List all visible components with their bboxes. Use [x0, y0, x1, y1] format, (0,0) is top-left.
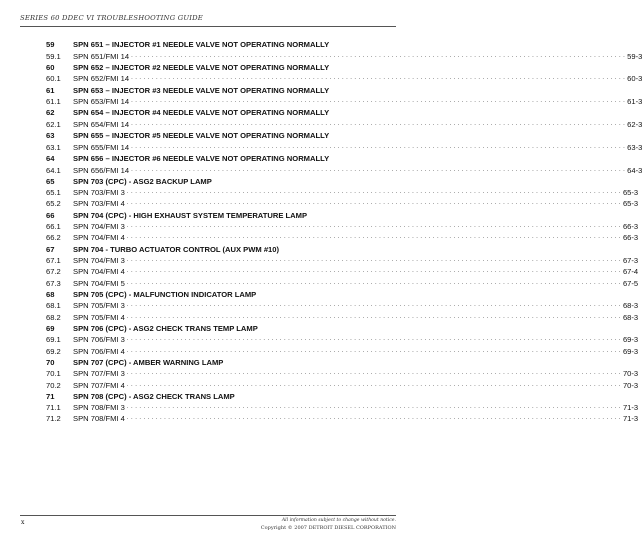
toc-section-heading	[46, 289, 359, 301]
entry-label: SPN 652/FMI 14	[73, 74, 130, 84]
entry-number: 71.2	[46, 414, 61, 424]
dot-leader: . . . . . . . . . . . . . . . . . . . . . . . . . . . . . . . . . . . . . . . . . . . . . . . . . . . . . . . . . . . . . . . . . . . . . . . . . . . . . . . . . . . . . . . . . . . . . . . . . . . . . . . . . . . . . . . . . . . . . . . .	[131, 120, 626, 127]
entry-label: SPN 706/FMI 4	[73, 346, 125, 356]
entry-label: SPN 703/FMI 4	[73, 199, 125, 209]
section-title: SPN 705 (CPC) - MALFUNCTION INDICATOR LAMP	[73, 289, 257, 299]
entry-page: 68-3	[622, 301, 639, 311]
toc-section-heading	[46, 210, 359, 222]
entry-label: SPN 708/FMI 3	[73, 403, 125, 413]
dot-leader: . . . . . . . . . . . . . . . . . . . . . . . . . . . . . . . . . . . . . . . . . . . . . . . . . . . . . . . . . . . . . . . . . . . . . . . . . . . . . . . . . . . . . . . . . . . . . . . . . . . . . . . . . . . . . . . . . . . . . . . .	[126, 234, 621, 241]
page-number: x	[21, 519, 25, 526]
dot-leader: . . . . . . . . . . . . . . . . . . . . . . . . . . . . . . . . . . . . . . . . . . . . . . . . . . . . . . . . . . . . . . . . . . . . . . . . . . . . . . . . . . . . . . . . . . . . . . . . . . . . . . . . . . . . . . . . . . . . . . . .	[126, 336, 621, 343]
entry-label: SPN 705/FMI 3	[73, 301, 125, 311]
section-title: SPN 704 - TURBO ACTUATOR CONTROL (AUX PWM #10)	[73, 244, 280, 254]
entry-label: SPN 708/FMI 4	[73, 414, 125, 424]
entry-number: 66.2	[46, 233, 61, 243]
entry-page: 69-3	[622, 335, 639, 345]
toc-section-heading	[46, 244, 359, 256]
section-number: 60	[46, 62, 55, 72]
toc-entry[interactable]	[46, 380, 639, 391]
section-number: 61	[46, 85, 55, 95]
entry-page: 66-3	[622, 233, 639, 243]
toc-entry[interactable]	[46, 312, 639, 323]
dot-leader: . . . . . . . . . . . . . . . . . . . . . . . . . . . . . . . . . . . . . . . . . . . . . . . . . . . . . . . . . . . . . . . . . . . . . . . . . . . . . . . . . . . . . . . . . . . . . . . . . . . . . . . . . . . . . . . . . . . . . . . .	[126, 200, 621, 207]
entry-page: 61-3	[627, 97, 642, 107]
entry-label: SPN 704/FMI 3	[73, 222, 125, 232]
entry-number: 71.1	[46, 403, 61, 413]
entry-label: SPN 704/FMI 4	[73, 267, 125, 277]
entry-page: 68-3	[622, 312, 639, 322]
copyright-line: Copyright © 2007 DETROIT DIESEL CORPORATION	[260, 524, 396, 531]
toc-entry[interactable]	[46, 142, 642, 153]
section-title: SPN 704 (CPC) - HIGH EXHAUST SYSTEM TEMPERATURE LAMP	[73, 210, 308, 220]
entry-number: 68.1	[46, 301, 61, 311]
table-of-contents	[46, 39, 642, 425]
entry-label: SPN 656/FMI 14	[73, 165, 130, 175]
entry-page: 67-4	[622, 267, 639, 277]
entry-number: 59.1	[46, 51, 61, 61]
section-title: SPN 708 (CPC) - ASG2 CHECK TRANS LAMP	[73, 391, 235, 401]
entry-number: 66.1	[46, 222, 61, 232]
section-number: 66	[46, 210, 55, 220]
entry-page: 65-3	[622, 188, 639, 198]
dot-leader: . . . . . . . . . . . . . . . . . . . . . . . . . . . . . . . . . . . . . . . . . . . . . . . . . . . . . . . . . . . . . . . . . . . . . . . . . . . . . . . . . . . . . . . . . . . . . . . . . . . . . . . . . . . . . . . . . . . . . . . .	[126, 279, 621, 286]
entry-page: 60-3	[627, 74, 642, 84]
toc-entry[interactable]	[46, 232, 639, 243]
entry-page: 71-3	[622, 414, 639, 424]
dot-leader: . . . . . . . . . . . . . . . . . . . . . . . . . . . . . . . . . . . . . . . . . . . . . . . . . . . . . . . . . . . . . . . . . . . . . . . . . . . . . . . . . . . . . . . . . . . . . . . . . . . . . . . . . . . . . . . . . . . . . . . .	[126, 313, 621, 320]
section-title: SPN 654 – INJECTOR #4 NEEDLE VALVE NOT OPERATING NORMALLY	[73, 108, 330, 118]
section-title: SPN 706 (CPC) - ASG2 CHECK TRANS TEMP LAMP	[73, 323, 258, 333]
dot-leader: . . . . . . . . . . . . . . . . . . . . . . . . . . . . . . . . . . . . . . . . . . . . . . . . . . . . . . . . . . . . . . . . . . . . . . . . . . . . . . . . . . . . . . . . . . . . . . . . . . . . . . . . . . . . . . . . . . . . . . . .	[126, 381, 621, 388]
toc-entry[interactable]	[46, 300, 639, 311]
entry-number: 69.1	[46, 335, 61, 345]
section-title: SPN 656 – INJECTOR #6 NEEDLE VALVE NOT OPERATING NORMALLY	[73, 153, 330, 163]
entry-label: SPN 706/FMI 3	[73, 335, 125, 345]
dot-leader: . . . . . . . . . . . . . . . . . . . . . . . . . . . . . . . . . . . . . . . . . . . . . . . . . . . . . . . . . . . . . . . . . . . . . . . . . . . . . . . . . . . . . . . . . . . . . . . . . . . . . . . . . . . . . . . . . . . . . . . .	[126, 268, 621, 275]
entry-page: 70-3	[622, 369, 639, 379]
dot-leader: . . . . . . . . . . . . . . . . . . . . . . . . . . . . . . . . . . . . . . . . . . . . . . . . . . . . . . . . . . . . . . . . . . . . . . . . . . . . . . . . . . . . . . . . . . . . . . . . . . . . . . . . . . . . . . . . . . . . . . . .	[126, 223, 621, 230]
entry-label: SPN 704/FMI 5	[73, 278, 125, 288]
section-title: SPN 707 (CPC) - AMBER WARNING LAMP	[73, 357, 224, 367]
section-number: 63	[46, 131, 55, 141]
toc-entry[interactable]	[46, 368, 639, 379]
header-divider	[20, 26, 396, 27]
toc-section-heading	[46, 85, 359, 97]
change-notice: All information subject to change without notice.	[281, 518, 396, 523]
toc-entry[interactable]	[46, 278, 639, 289]
entry-label: SPN 703/FMI 3	[73, 188, 125, 198]
toc-entry[interactable]	[46, 255, 639, 266]
entry-page: 71-3	[622, 403, 639, 413]
entry-number: 67.2	[46, 267, 61, 277]
dot-leader: . . . . . . . . . . . . . . . . . . . . . . . . . . . . . . . . . . . . . . . . . . . . . . . . . . . . . . . . . . . . . . . . . . . . . . . . . . . . . . . . . . . . . . . . . . . . . . . . . . . . . . . . . . . . . . . . . . . . . . . .	[126, 189, 621, 196]
entry-label: SPN 651/FMI 14	[73, 51, 130, 61]
entry-page: 63-3	[627, 142, 642, 152]
toc-section-heading	[46, 357, 359, 369]
entry-page: 70-3	[622, 380, 639, 390]
toc-section-heading	[46, 323, 359, 335]
entry-number: 61.1	[46, 97, 61, 107]
section-number: 62	[46, 108, 55, 118]
toc-entry[interactable]	[46, 221, 639, 232]
entry-label: SPN 707/FMI 3	[73, 369, 125, 379]
entry-number: 65.1	[46, 188, 61, 198]
dot-leader: . . . . . . . . . . . . . . . . . . . . . . . . . . . . . . . . . . . . . . . . . . . . . . . . . . . . . . . . . . . . . . . . . . . . . . . . . . . . . . . . . . . . . . . . . . . . . . . . . . . . . . . . . . . . . . . . . . . . . . . .	[131, 75, 626, 82]
toc-section-heading	[46, 176, 359, 188]
toc-entry[interactable]	[46, 402, 639, 413]
dot-leader: . . . . . . . . . . . . . . . . . . . . . . . . . . . . . . . . . . . . . . . . . . . . . . . . . . . . . . . . . . . . . . . . . . . . . . . . . . . . . . . . . . . . . . . . . . . . . . . . . . . . . . . . . . . . . . . . . . . . . . . .	[126, 370, 621, 377]
running-header: SERIES 60 DDEC VI TROUBLESHOOTING GUIDE	[20, 14, 203, 22]
toc-entry[interactable]	[46, 198, 639, 209]
entry-number: 63.1	[46, 142, 61, 152]
section-title: SPN 703 (CPC) - ASG2 BACKUP LAMP	[73, 176, 212, 186]
toc-entry[interactable]	[46, 413, 639, 424]
toc-section-heading	[46, 391, 359, 403]
section-number: 65	[46, 176, 55, 186]
entry-label: SPN 707/FMI 4	[73, 380, 125, 390]
footer-divider	[20, 515, 396, 516]
section-number: 71	[46, 391, 55, 401]
section-number: 64	[46, 153, 55, 163]
section-number: 69	[46, 323, 55, 333]
toc-section-heading	[46, 130, 359, 142]
entry-label: SPN 653/FMI 14	[73, 97, 130, 107]
entry-page: 64-3	[627, 165, 642, 175]
entry-page: 69-3	[622, 346, 639, 356]
section-title: SPN 651 – INJECTOR #1 NEEDLE VALVE NOT OPERATING NORMALLY	[73, 40, 330, 49]
entry-number: 64.1	[46, 165, 61, 175]
entry-number: 67.1	[46, 256, 61, 266]
toc-entry[interactable]	[46, 119, 642, 130]
entry-number: 65.2	[46, 199, 61, 209]
entry-page: 67-5	[622, 278, 639, 288]
section-number: 67	[46, 244, 55, 254]
dot-leader: . . . . . . . . . . . . . . . . . . . . . . . . . . . . . . . . . . . . . . . . . . . . . . . . . . . . . . . . . . . . . . . . . . . . . . . . . . . . . . . . . . . . . . . . . . . . . . . . . . . . . . . . . . . . . . . . . . . . . . . .	[131, 143, 626, 150]
toc-entry[interactable]	[46, 96, 642, 107]
entry-number: 69.2	[46, 346, 61, 356]
toc-entry[interactable]	[46, 266, 639, 277]
toc-entry[interactable]	[46, 73, 642, 84]
toc-entry[interactable]	[46, 346, 639, 357]
entry-page: 66-3	[622, 222, 639, 232]
dot-leader: . . . . . . . . . . . . . . . . . . . . . . . . . . . . . . . . . . . . . . . . . . . . . . . . . . . . . . . . . . . . . . . . . . . . . . . . . . . . . . . . . . . . . . . . . . . . . . . . . . . . . . . . . . . . . . . . . . . . . . . .	[131, 52, 626, 59]
entry-label: SPN 655/FMI 14	[73, 142, 130, 152]
dot-leader: . . . . . . . . . . . . . . . . . . . . . . . . . . . . . . . . . . . . . . . . . . . . . . . . . . . . . . . . . . . . . . . . . . . . . . . . . . . . . . . . . . . . . . . . . . . . . . . . . . . . . . . . . . . . . . . . . . . . . . . .	[126, 257, 621, 264]
dot-leader: . . . . . . . . . . . . . . . . . . . . . . . . . . . . . . . . . . . . . . . . . . . . . . . . . . . . . . . . . . . . . . . . . . . . . . . . . . . . . . . . . . . . . . . . . . . . . . . . . . . . . . . . . . . . . . . . . . . . . . . .	[126, 404, 621, 411]
toc-entry[interactable]	[46, 187, 639, 198]
entry-label: SPN 704/FMI 4	[73, 233, 125, 243]
toc-entry[interactable]	[46, 51, 642, 62]
entry-number: 68.2	[46, 312, 61, 322]
entry-number: 67.3	[46, 278, 61, 288]
entry-number: 70.2	[46, 380, 61, 390]
toc-entry[interactable]	[46, 334, 639, 345]
entry-page: 62-3	[627, 119, 642, 129]
section-title: SPN 655 – INJECTOR #5 NEEDLE VALVE NOT OPERATING NORMALLY	[73, 131, 330, 141]
dot-leader: . . . . . . . . . . . . . . . . . . . . . . . . . . . . . . . . . . . . . . . . . . . . . . . . . . . . . . . . . . . . . . . . . . . . . . . . . . . . . . . . . . . . . . . . . . . . . . . . . . . . . . . . . . . . . . . . . . . . . . . .	[126, 415, 621, 422]
toc-section-heading	[46, 153, 359, 165]
dot-leader: . . . . . . . . . . . . . . . . . . . . . . . . . . . . . . . . . . . . . . . . . . . . . . . . . . . . . . . . . . . . . . . . . . . . . . . . . . . . . . . . . . . . . . . . . . . . . . . . . . . . . . . . . . . . . . . . . . . . . . . .	[126, 302, 621, 309]
entry-number: 60.1	[46, 74, 61, 84]
entry-page: 67-3	[622, 256, 639, 266]
toc-entry[interactable]	[46, 165, 642, 176]
dot-leader: . . . . . . . . . . . . . . . . . . . . . . . . . . . . . . . . . . . . . . . . . . . . . . . . . . . . . . . . . . . . . . . . . . . . . . . . . . . . . . . . . . . . . . . . . . . . . . . . . . . . . . . . . . . . . . . . . . . . . . . .	[126, 347, 621, 354]
entry-number: 62.1	[46, 119, 61, 129]
dot-leader: . . . . . . . . . . . . . . . . . . . . . . . . . . . . . . . . . . . . . . . . . . . . . . . . . . . . . . . . . . . . . . . . . . . . . . . . . . . . . . . . . . . . . . . . . . . . . . . . . . . . . . . . . . . . . . . . . . . . . . . .	[131, 98, 626, 105]
dot-leader: . . . . . . . . . . . . . . . . . . . . . . . . . . . . . . . . . . . . . . . . . . . . . . . . . . . . . . . . . . . . . . . . . . . . . . . . . . . . . . . . . . . . . . . . . . . . . . . . . . . . . . . . . . . . . . . . . . . . . . . .	[131, 166, 626, 173]
entry-number: 70.1	[46, 369, 61, 379]
toc-section-heading	[46, 62, 359, 74]
toc-section-heading	[46, 107, 359, 119]
entry-label: SPN 705/FMI 4	[73, 312, 125, 322]
toc-section-heading	[46, 39, 359, 51]
footer-notice	[261, 518, 396, 531]
entry-label: SPN 704/FMI 3	[73, 256, 125, 266]
entry-page: 65-3	[622, 199, 639, 209]
section-number: 59	[46, 40, 55, 49]
section-number: 70	[46, 357, 55, 367]
entry-label: SPN 654/FMI 14	[73, 119, 130, 129]
entry-page: 59-3	[627, 51, 642, 61]
section-title: SPN 653 – INJECTOR #3 NEEDLE VALVE NOT OPERATING NORMALLY	[73, 85, 330, 95]
section-title: SPN 652 – INJECTOR #2 NEEDLE VALVE NOT OPERATING NORMALLY	[73, 62, 330, 72]
section-number: 68	[46, 289, 55, 299]
